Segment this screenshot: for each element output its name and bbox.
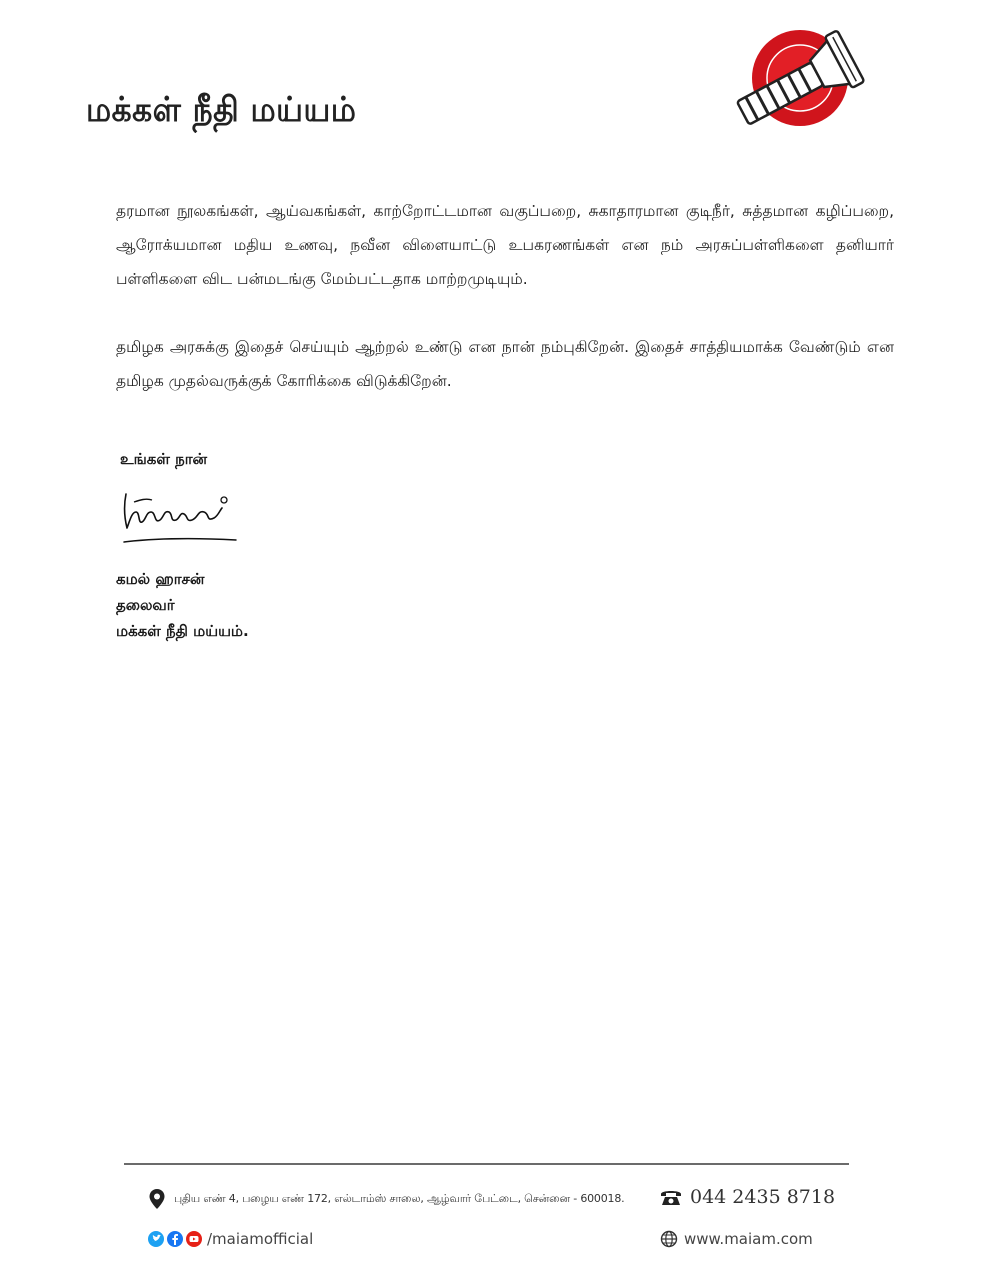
closing-salutation: உங்கள் நான்: [120, 450, 208, 468]
torch-logo: [726, 24, 884, 134]
body-paragraph-1: தரமான நூலகங்கள், ஆய்வகங்கள், காற்றோட்டமான வகுப்பறை, சுகாதாரமான குடிநீர், சுத்தமான கழிப்பறை, ஆரோக்யமான மதிய உணவு, நவீன விளையாட்டு உபகரணங்கள் என நம் அரசுப்பள்ளிகளை தனியார் பள்ளிகளை விட பன்மடங்கு மேம்பட்டதாக மாற்றமுடியும்.: [116, 201, 894, 288]
location-pin-icon: [148, 1188, 166, 1210]
youtube-icon[interactable]: [186, 1231, 202, 1247]
organization-title: மக்கள் நீதி மய்யம்: [86, 90, 357, 130]
handwritten-signature: [118, 482, 242, 554]
website-link[interactable]: www.maiam.com: [684, 1230, 813, 1248]
footer-address: [148, 1188, 624, 1210]
phone-number[interactable]: 044 2435 8718: [690, 1186, 836, 1208]
footer-website: [660, 1230, 813, 1248]
address-text: புதிய எண் 4, பழைய எண் 172, எல்டாம்ஸ் சாலை, ஆழ்வார் பேட்டை, சென்னை - 600018.: [174, 1191, 625, 1205]
footer-social: [148, 1230, 313, 1248]
telephone-icon: [660, 1188, 682, 1206]
footer-divider: [124, 1163, 849, 1165]
globe-icon: [660, 1230, 678, 1248]
twitter-icon[interactable]: [148, 1231, 164, 1247]
signer-organization: மக்கள் நீதி மய்யம்.: [116, 622, 249, 640]
signer-name: கமல் ஹாசன்: [116, 570, 205, 588]
body-paragraph-2: தமிழக அரசுக்கு இதைச் செய்யும் ஆற்றல் உண்டு என நான் நம்புகிறேன். இதைச் சாத்தியமாக்க வேண்டும் என தமிழக முதல்வருக்குக் கோரிக்கை விடுக்கிறேன்.: [116, 337, 894, 390]
footer-phone: [660, 1186, 835, 1208]
social-handle[interactable]: /maiamofficial: [207, 1230, 314, 1248]
facebook-icon[interactable]: [167, 1231, 183, 1247]
signer-title: தலைவர்: [116, 596, 175, 614]
